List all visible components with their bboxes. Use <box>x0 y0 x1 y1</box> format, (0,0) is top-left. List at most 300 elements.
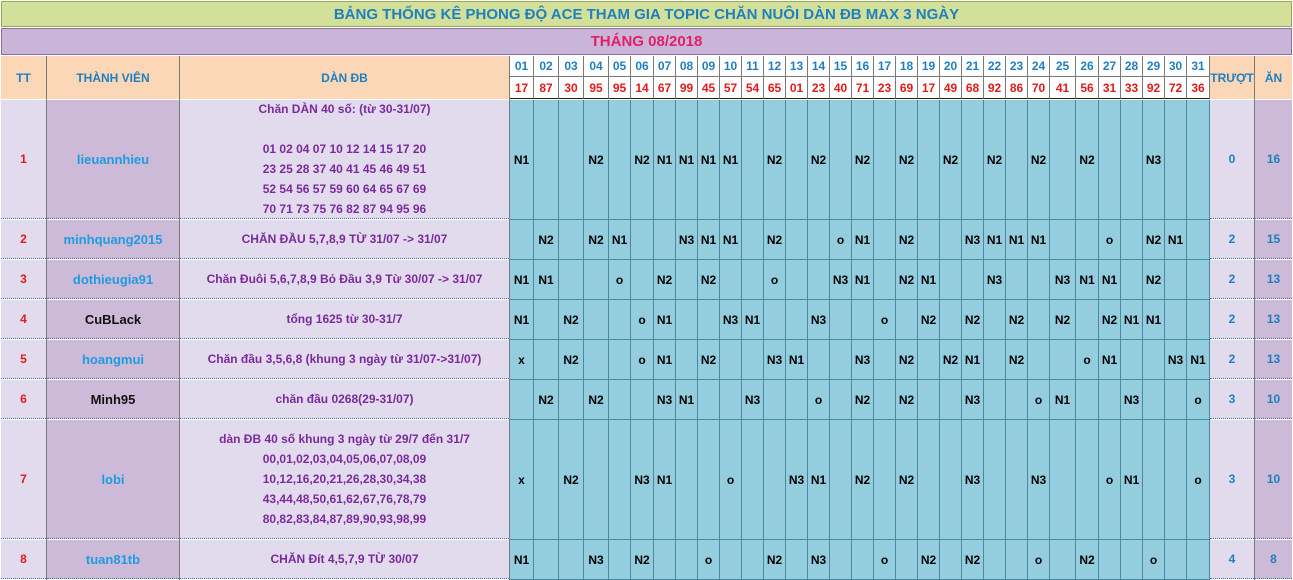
day-number: 25 <box>1050 56 1076 77</box>
result-cell: o <box>1076 340 1099 380</box>
result-cell <box>559 220 584 260</box>
result-cell <box>1006 100 1028 220</box>
result-cell: o <box>631 300 654 340</box>
result-cell <box>830 300 852 340</box>
result-cell: N3 <box>984 260 1006 300</box>
result-cell: N2 <box>654 260 676 300</box>
truot-count: 2 <box>1210 220 1254 259</box>
result-cell <box>698 300 720 340</box>
month-label: THÁNG 08/2018 <box>1 28 1292 55</box>
row-index: 4 <box>1 300 46 339</box>
result-cell <box>1028 260 1050 300</box>
result-cell: N2 <box>852 100 874 220</box>
day-result-number: 67 <box>654 77 676 99</box>
row-index: 2 <box>1 220 46 259</box>
member-name: CuBLack <box>47 300 179 339</box>
result-cell: o <box>808 380 830 420</box>
day-result-number: 57 <box>720 77 742 99</box>
dan-line: 70 71 73 75 76 82 87 94 95 96 <box>262 202 427 216</box>
result-cell: N1 <box>698 100 720 220</box>
result-cell <box>742 420 764 540</box>
result-cell: N2 <box>584 100 609 220</box>
result-cell <box>676 260 698 300</box>
day-number: 10 <box>720 56 742 77</box>
row-index: 5 <box>1 340 46 379</box>
dan-line: 00,01,02,03,04,05,06,07,08,09 <box>262 452 427 466</box>
result-cell: N2 <box>764 540 786 580</box>
day-number: 16 <box>852 56 874 77</box>
result-cell: x <box>510 420 534 540</box>
row-index: 7 <box>1 420 46 539</box>
result-cell: N2 <box>940 340 962 380</box>
result-cell: N2 <box>1076 540 1099 580</box>
result-cell <box>786 100 808 220</box>
result-cell <box>609 100 631 220</box>
result-cell <box>720 260 742 300</box>
result-cell: N1 <box>510 300 534 340</box>
an-count: 10 <box>1255 420 1292 539</box>
day-result-number: 40 <box>830 77 852 99</box>
dan-description <box>180 220 509 259</box>
day-number: 01 <box>510 56 534 77</box>
result-cell <box>808 220 830 260</box>
result-cell: N2 <box>584 380 609 420</box>
result-cell <box>609 300 631 340</box>
dan-line: chăn đầu 0268(29-31/07) <box>275 392 414 406</box>
result-cell: N2 <box>584 220 609 260</box>
result-cell <box>631 260 654 300</box>
day-number: 24 <box>1028 56 1050 77</box>
result-cell: N3 <box>676 220 698 260</box>
result-cell: N2 <box>962 300 984 340</box>
result-cell <box>609 340 631 380</box>
result-cell <box>1050 540 1076 580</box>
result-cell: N2 <box>1050 300 1076 340</box>
day-number: 17 <box>874 56 896 77</box>
result-cell <box>984 340 1006 380</box>
result-cell <box>962 260 984 300</box>
result-cell: N2 <box>1143 260 1165 300</box>
result-cell: o <box>874 540 896 580</box>
result-cell: N1 <box>1121 300 1143 340</box>
dan-line: CHĂN Đít 4,5,7,9 TỪ 30/07 <box>270 552 419 566</box>
truot-count: 4 <box>1210 540 1254 579</box>
result-cell <box>1076 220 1099 260</box>
result-cell: N2 <box>896 220 918 260</box>
result-cell <box>940 260 962 300</box>
dan-description <box>180 340 509 379</box>
result-cell <box>742 220 764 260</box>
result-cell <box>676 420 698 540</box>
dan-line: Chăn Đuôi 5,6,7,8,9 Bỏ Đầu 3,9 Từ 30/07 -> 31/07 <box>206 272 483 286</box>
day-result-number: 71 <box>852 77 874 99</box>
result-cell: o <box>1028 540 1050 580</box>
result-cell <box>676 340 698 380</box>
result-cell: N2 <box>896 340 918 380</box>
result-cell <box>852 540 874 580</box>
result-cell <box>786 380 808 420</box>
truot-count: 2 <box>1210 260 1254 299</box>
result-cell <box>1165 300 1187 340</box>
result-cell <box>676 540 698 580</box>
result-cell <box>534 340 559 380</box>
day-result-number: 54 <box>742 77 764 99</box>
row-index: 3 <box>1 260 46 299</box>
dan-line: 23 25 28 37 40 41 45 46 49 51 <box>262 162 427 176</box>
result-cell <box>1187 260 1210 300</box>
result-cell <box>510 220 534 260</box>
result-cell: N3 <box>1165 340 1187 380</box>
result-cell <box>1121 260 1143 300</box>
result-cell <box>584 260 609 300</box>
result-cell <box>742 260 764 300</box>
result-cell <box>1006 260 1028 300</box>
result-cell <box>698 420 720 540</box>
day-number: 06 <box>631 56 654 77</box>
result-cell: N3 <box>962 420 984 540</box>
result-cell: N2 <box>984 100 1006 220</box>
result-cell <box>940 540 962 580</box>
result-cell <box>1076 380 1099 420</box>
result-cell: N1 <box>654 100 676 220</box>
result-cell <box>1187 540 1210 580</box>
result-cell: N3 <box>852 340 874 380</box>
result-cell <box>631 220 654 260</box>
result-cell: N3 <box>1050 260 1076 300</box>
result-cell: o <box>698 540 720 580</box>
result-cell <box>654 220 676 260</box>
result-cell: N2 <box>896 380 918 420</box>
result-cell: N1 <box>1050 380 1076 420</box>
day-result-number: 72 <box>1165 77 1187 99</box>
result-cell <box>584 300 609 340</box>
result-cell <box>609 380 631 420</box>
result-cell: o <box>874 300 896 340</box>
result-cell: N1 <box>1143 300 1165 340</box>
result-cell <box>1187 100 1210 220</box>
result-cell <box>984 380 1006 420</box>
result-cell <box>1050 420 1076 540</box>
result-cell: o <box>631 340 654 380</box>
day-result-number: 17 <box>510 77 534 99</box>
result-cell <box>654 540 676 580</box>
result-cell <box>1028 340 1050 380</box>
result-cell <box>874 100 896 220</box>
day-result-number: 33 <box>1121 77 1143 99</box>
result-cell: N3 <box>1121 380 1143 420</box>
day-number: 13 <box>786 56 808 77</box>
result-cell <box>609 540 631 580</box>
day-number: 27 <box>1099 56 1121 77</box>
result-cell <box>1165 380 1187 420</box>
day-number: 21 <box>962 56 984 77</box>
result-cell: N3 <box>808 540 830 580</box>
result-cell: N1 <box>1099 260 1121 300</box>
result-cell <box>1099 100 1121 220</box>
dan-description <box>180 260 509 299</box>
result-cell: N2 <box>764 220 786 260</box>
day-number: 07 <box>654 56 676 77</box>
day-number: 30 <box>1165 56 1187 77</box>
member-name: hoangmui <box>47 340 179 379</box>
day-number: 02 <box>534 56 559 77</box>
day-number: 08 <box>676 56 698 77</box>
result-cell: N2 <box>896 260 918 300</box>
result-cell <box>940 420 962 540</box>
result-cell <box>874 260 896 300</box>
result-cell <box>962 100 984 220</box>
day-result-number: 86 <box>1006 77 1028 99</box>
day-result-number: 36 <box>1187 77 1210 99</box>
an-count: 8 <box>1255 540 1292 579</box>
result-cell <box>830 540 852 580</box>
result-cell: N1 <box>742 300 764 340</box>
column-separator <box>179 56 180 580</box>
result-cell: N1 <box>510 540 534 580</box>
dan-line: 80,82,83,84,87,89,90,93,98,99 <box>262 512 427 526</box>
day-number: 28 <box>1121 56 1143 77</box>
row-index: 8 <box>1 540 46 579</box>
result-cell <box>1143 340 1165 380</box>
result-cell <box>918 100 940 220</box>
result-cell: N2 <box>1006 300 1028 340</box>
dan-description <box>180 540 509 579</box>
result-cell: N2 <box>1028 100 1050 220</box>
result-cell <box>1187 300 1210 340</box>
result-cell: N2 <box>852 380 874 420</box>
result-cell <box>584 420 609 540</box>
result-cell <box>1165 540 1187 580</box>
result-cell: N1 <box>698 220 720 260</box>
result-cell <box>720 340 742 380</box>
result-cell: N1 <box>1076 260 1099 300</box>
result-cell: N1 <box>1165 220 1187 260</box>
result-cell <box>1187 220 1210 260</box>
day-result-number: 99 <box>676 77 698 99</box>
result-cell: N2 <box>896 100 918 220</box>
result-cell <box>984 300 1006 340</box>
member-name: dothieugia91 <box>47 260 179 299</box>
day-result-number: 92 <box>1143 77 1165 99</box>
result-cell <box>918 380 940 420</box>
result-cell <box>631 380 654 420</box>
result-cell <box>1006 420 1028 540</box>
result-cell <box>1099 540 1121 580</box>
day-number: 05 <box>609 56 631 77</box>
day-number: 11 <box>742 56 764 77</box>
dan-line: 10,12,16,20,21,26,28,30,34,38 <box>262 472 427 486</box>
an-count: 13 <box>1255 260 1292 299</box>
day-result-number: 01 <box>786 77 808 99</box>
column-separator <box>509 56 510 580</box>
day-number: 09 <box>698 56 720 77</box>
result-cell <box>559 380 584 420</box>
an-count: 13 <box>1255 300 1292 339</box>
result-cell <box>1076 420 1099 540</box>
result-cell <box>830 340 852 380</box>
result-cell: N1 <box>808 420 830 540</box>
result-cell: N1 <box>654 340 676 380</box>
result-cell: N2 <box>1076 100 1099 220</box>
result-cell: N1 <box>510 260 534 300</box>
result-cell: N2 <box>534 220 559 260</box>
result-cell: N1 <box>720 100 742 220</box>
result-cell: N3 <box>962 220 984 260</box>
header-truot: TRƯỢT <box>1210 56 1254 99</box>
day-result-number: 41 <box>1050 77 1076 99</box>
result-cell <box>1006 540 1028 580</box>
day-number: 19 <box>918 56 940 77</box>
member-name: minhquang2015 <box>47 220 179 259</box>
result-cell: o <box>1187 420 1210 540</box>
result-cell <box>896 300 918 340</box>
result-cell <box>786 300 808 340</box>
result-cell <box>940 380 962 420</box>
result-cell <box>742 540 764 580</box>
result-cell <box>559 260 584 300</box>
dan-description <box>180 380 509 419</box>
result-cell <box>1099 380 1121 420</box>
result-cell <box>1165 260 1187 300</box>
result-cell: N1 <box>1187 340 1210 380</box>
result-cell: N1 <box>852 220 874 260</box>
result-cell: N1 <box>852 260 874 300</box>
day-result-number: 65 <box>764 77 786 99</box>
result-cell: N2 <box>698 260 720 300</box>
result-cell <box>764 300 786 340</box>
result-cell: o <box>1028 380 1050 420</box>
result-cell <box>874 380 896 420</box>
result-cell <box>698 380 720 420</box>
result-cell: N2 <box>896 420 918 540</box>
result-cell: N2 <box>764 100 786 220</box>
sheet-title: BẢNG THỐNG KÊ PHONG ĐỘ ACE THAM GIA TOPIC CHĂN NUÔI DÀN ĐB MAX 3 NGÀY <box>1 1 1292 27</box>
result-cell: N1 <box>510 100 534 220</box>
result-cell: N2 <box>1006 340 1028 380</box>
result-cell <box>534 100 559 220</box>
result-cell: N2 <box>1099 300 1121 340</box>
dan-line: dàn ĐB 40 số khung 3 ngày từ 29/7 đến 31/7 <box>219 432 470 446</box>
result-cell: o <box>609 260 631 300</box>
result-cell: N2 <box>918 300 940 340</box>
result-cell <box>786 260 808 300</box>
result-cell <box>720 380 742 420</box>
result-cell <box>742 340 764 380</box>
an-count: 16 <box>1255 100 1292 219</box>
result-cell <box>1076 300 1099 340</box>
result-cell <box>742 100 764 220</box>
result-cell: N3 <box>654 380 676 420</box>
result-cell: N3 <box>720 300 742 340</box>
result-cell: N1 <box>534 260 559 300</box>
result-cell <box>559 100 584 220</box>
result-cell <box>1121 220 1143 260</box>
result-cell: o <box>1099 420 1121 540</box>
result-cell: N1 <box>720 220 742 260</box>
result-cell: N1 <box>962 340 984 380</box>
result-cell <box>830 100 852 220</box>
member-name: lieuannhieu <box>47 100 179 219</box>
row-index: 1 <box>1 100 46 219</box>
result-cell: N3 <box>742 380 764 420</box>
truot-count: 2 <box>1210 300 1254 339</box>
day-number: 20 <box>940 56 962 77</box>
dan-line: Chăn đầu 3,5,6,8 (khung 3 ngày từ 31/07->31/07) <box>207 352 482 366</box>
result-cell <box>1165 100 1187 220</box>
result-cell <box>874 340 896 380</box>
dan-description <box>180 420 509 539</box>
result-cell: o <box>830 220 852 260</box>
result-cell <box>1143 380 1165 420</box>
result-cell: N3 <box>808 300 830 340</box>
result-cell: N2 <box>918 540 940 580</box>
result-cell: N2 <box>698 340 720 380</box>
result-cell <box>559 540 584 580</box>
result-cell <box>830 380 852 420</box>
result-cell: N1 <box>1028 220 1050 260</box>
dan-line: Chăn DÀN 40 số: (từ 30-31/07) <box>258 102 431 116</box>
day-result-number: 70 <box>1028 77 1050 99</box>
column-separator <box>46 56 47 580</box>
column-separator <box>1254 56 1255 580</box>
dan-line: tổng 1625 từ 30-31/7 <box>286 312 403 326</box>
result-cell: o <box>1187 380 1210 420</box>
result-cell <box>534 300 559 340</box>
header-member: THÀNH VIÊN <box>47 56 179 99</box>
result-cell <box>874 420 896 540</box>
result-cell <box>1050 340 1076 380</box>
header-an: ĂN <box>1255 56 1292 99</box>
result-cell: N1 <box>654 420 676 540</box>
result-cell: N3 <box>584 540 609 580</box>
day-number: 03 <box>559 56 584 77</box>
day-result-number: 31 <box>1099 77 1121 99</box>
result-cell <box>1143 420 1165 540</box>
day-number: 15 <box>830 56 852 77</box>
result-cell <box>918 220 940 260</box>
result-cell: N2 <box>808 100 830 220</box>
day-number: 18 <box>896 56 918 77</box>
result-cell <box>584 340 609 380</box>
result-cell <box>830 420 852 540</box>
dan-description <box>180 100 509 219</box>
result-cell <box>609 420 631 540</box>
day-result-number: 23 <box>874 77 896 99</box>
day-number: 22 <box>984 56 1006 77</box>
result-cell: N1 <box>918 260 940 300</box>
result-cell: N1 <box>676 100 698 220</box>
day-number: 26 <box>1076 56 1099 77</box>
row-index: 6 <box>1 380 46 419</box>
result-cell: o <box>1143 540 1165 580</box>
result-cell <box>874 220 896 260</box>
result-cell: N3 <box>1143 100 1165 220</box>
result-cell <box>852 300 874 340</box>
result-cell <box>534 540 559 580</box>
result-cell: N2 <box>559 340 584 380</box>
result-cell: o <box>764 260 786 300</box>
result-cell <box>786 220 808 260</box>
result-cell: N2 <box>631 540 654 580</box>
result-cell <box>510 380 534 420</box>
result-cell <box>1165 420 1187 540</box>
day-number: 23 <box>1006 56 1028 77</box>
day-result-number: 92 <box>984 77 1006 99</box>
day-result-number: 95 <box>584 77 609 99</box>
result-cell: N3 <box>764 340 786 380</box>
result-cell: N1 <box>1121 420 1143 540</box>
result-cell <box>984 420 1006 540</box>
